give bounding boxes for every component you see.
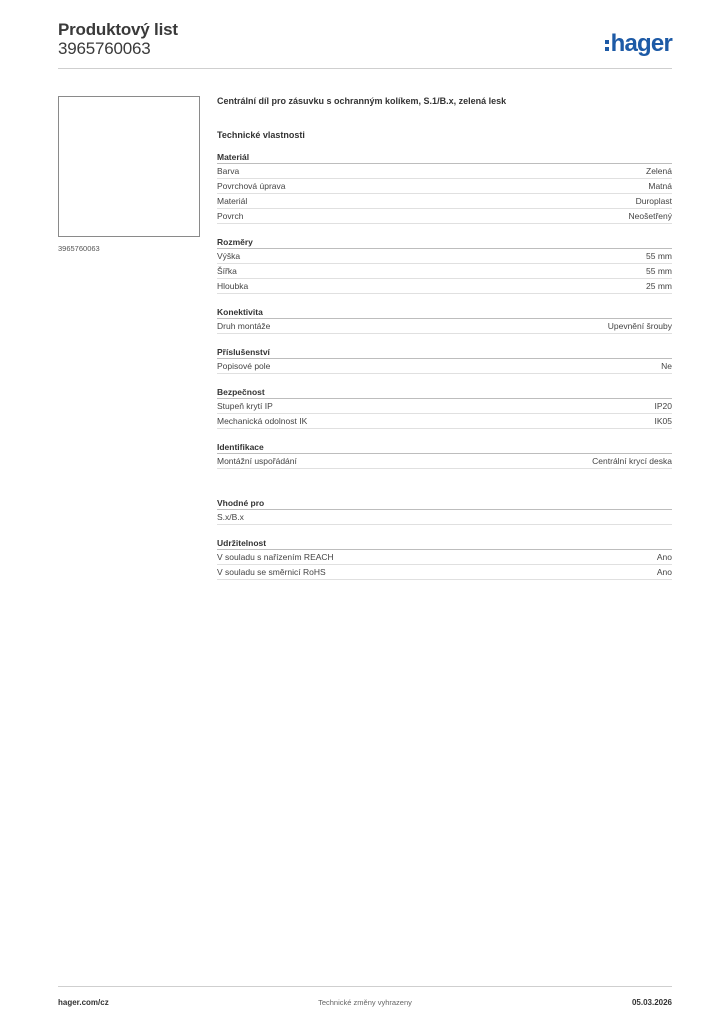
property-label: Povrch <box>217 211 244 221</box>
property-row <box>217 454 672 469</box>
property-group <box>217 386 672 429</box>
property-label: Stupeň krytí IP <box>217 401 273 411</box>
property-row <box>217 164 672 179</box>
property-label: Šířka <box>217 266 237 276</box>
product-description: Centrální díl pro zásuvku s ochranným kolíkem, S.1/B.x, zelená lesk <box>217 96 507 106</box>
property-value: Ano <box>656 552 672 562</box>
property-group <box>217 441 672 469</box>
property-value: IK05 <box>654 416 672 426</box>
property-value: 55 mm <box>646 266 672 276</box>
property-value: Matná <box>648 181 672 191</box>
property-label: V souladu se směrnicí RoHS <box>217 567 326 577</box>
property-row <box>217 194 672 209</box>
property-label: Hloubka <box>217 281 249 291</box>
property-label: Montážní uspořádání <box>217 456 297 466</box>
property-value: Centrální krycí deska <box>592 456 672 466</box>
property-group <box>217 497 672 525</box>
property-group <box>217 306 672 334</box>
group-title: Materiál <box>217 151 672 164</box>
product-content <box>217 95 672 580</box>
property-groups <box>217 151 672 580</box>
property-group <box>217 537 672 580</box>
property-row <box>217 414 672 429</box>
property-row <box>217 550 672 565</box>
property-value: Ne <box>661 361 672 371</box>
group-title: Konektivita <box>217 306 672 319</box>
property-value: IP20 <box>654 401 672 411</box>
property-label: Druh montáže <box>217 321 271 331</box>
property-value: 55 mm <box>646 251 672 261</box>
property-label: Výška <box>217 251 241 261</box>
footer-notice: Technické změny vyhrazeny <box>318 998 412 1007</box>
group-title: Identifikace <box>217 441 672 454</box>
page-footer <box>58 986 672 1007</box>
property-row <box>217 264 672 279</box>
group-title: Udržitelnost <box>217 537 672 550</box>
property-group <box>217 236 672 294</box>
property-label: Popisové pole <box>217 361 271 371</box>
logo-text: hager <box>610 30 672 57</box>
property-row <box>217 249 672 264</box>
footer-date: 05.03.2026 <box>631 998 672 1007</box>
property-group <box>217 346 672 374</box>
property-label: Mechanická odolnost IK <box>217 416 308 426</box>
footer-website: hager.com/cz <box>58 998 109 1007</box>
property-label: Povrchová úprava <box>217 181 286 191</box>
product-image-placeholder <box>58 96 200 237</box>
group-title: Vhodné pro <box>217 497 672 510</box>
property-value: Duroplast <box>635 196 672 206</box>
property-row <box>217 359 672 374</box>
product-number: 3965760063 <box>58 39 151 58</box>
property-row <box>217 399 672 414</box>
property-label: S.x/B.x <box>217 512 244 522</box>
group-title: Rozměry <box>217 236 672 249</box>
property-group <box>217 151 672 224</box>
page-title: Produktový list <box>58 20 178 39</box>
tech-properties-heading: Technické vlastnosti <box>217 130 305 140</box>
property-value: Upevnění šrouby <box>607 321 672 331</box>
property-label: Materiál <box>217 196 248 206</box>
property-value: Zelená <box>646 166 672 176</box>
property-row <box>217 319 672 334</box>
property-value: Ano <box>656 567 672 577</box>
property-label: V souladu s nařízením REACH <box>217 552 334 562</box>
page-header <box>58 20 672 69</box>
group-title: Příslušenství <box>217 346 672 359</box>
product-image-caption: 3965760063 <box>58 244 100 253</box>
property-row <box>217 209 672 224</box>
property-row <box>217 510 672 525</box>
property-value: 25 mm <box>646 281 672 291</box>
group-title: Bezpečnost <box>217 386 672 399</box>
property-row <box>217 179 672 194</box>
hager-logo <box>605 30 672 58</box>
property-row <box>217 279 672 294</box>
property-value: Neošetřený <box>628 211 672 221</box>
property-row <box>217 565 672 580</box>
logo-dots-icon <box>605 40 609 51</box>
property-label: Barva <box>217 166 240 176</box>
